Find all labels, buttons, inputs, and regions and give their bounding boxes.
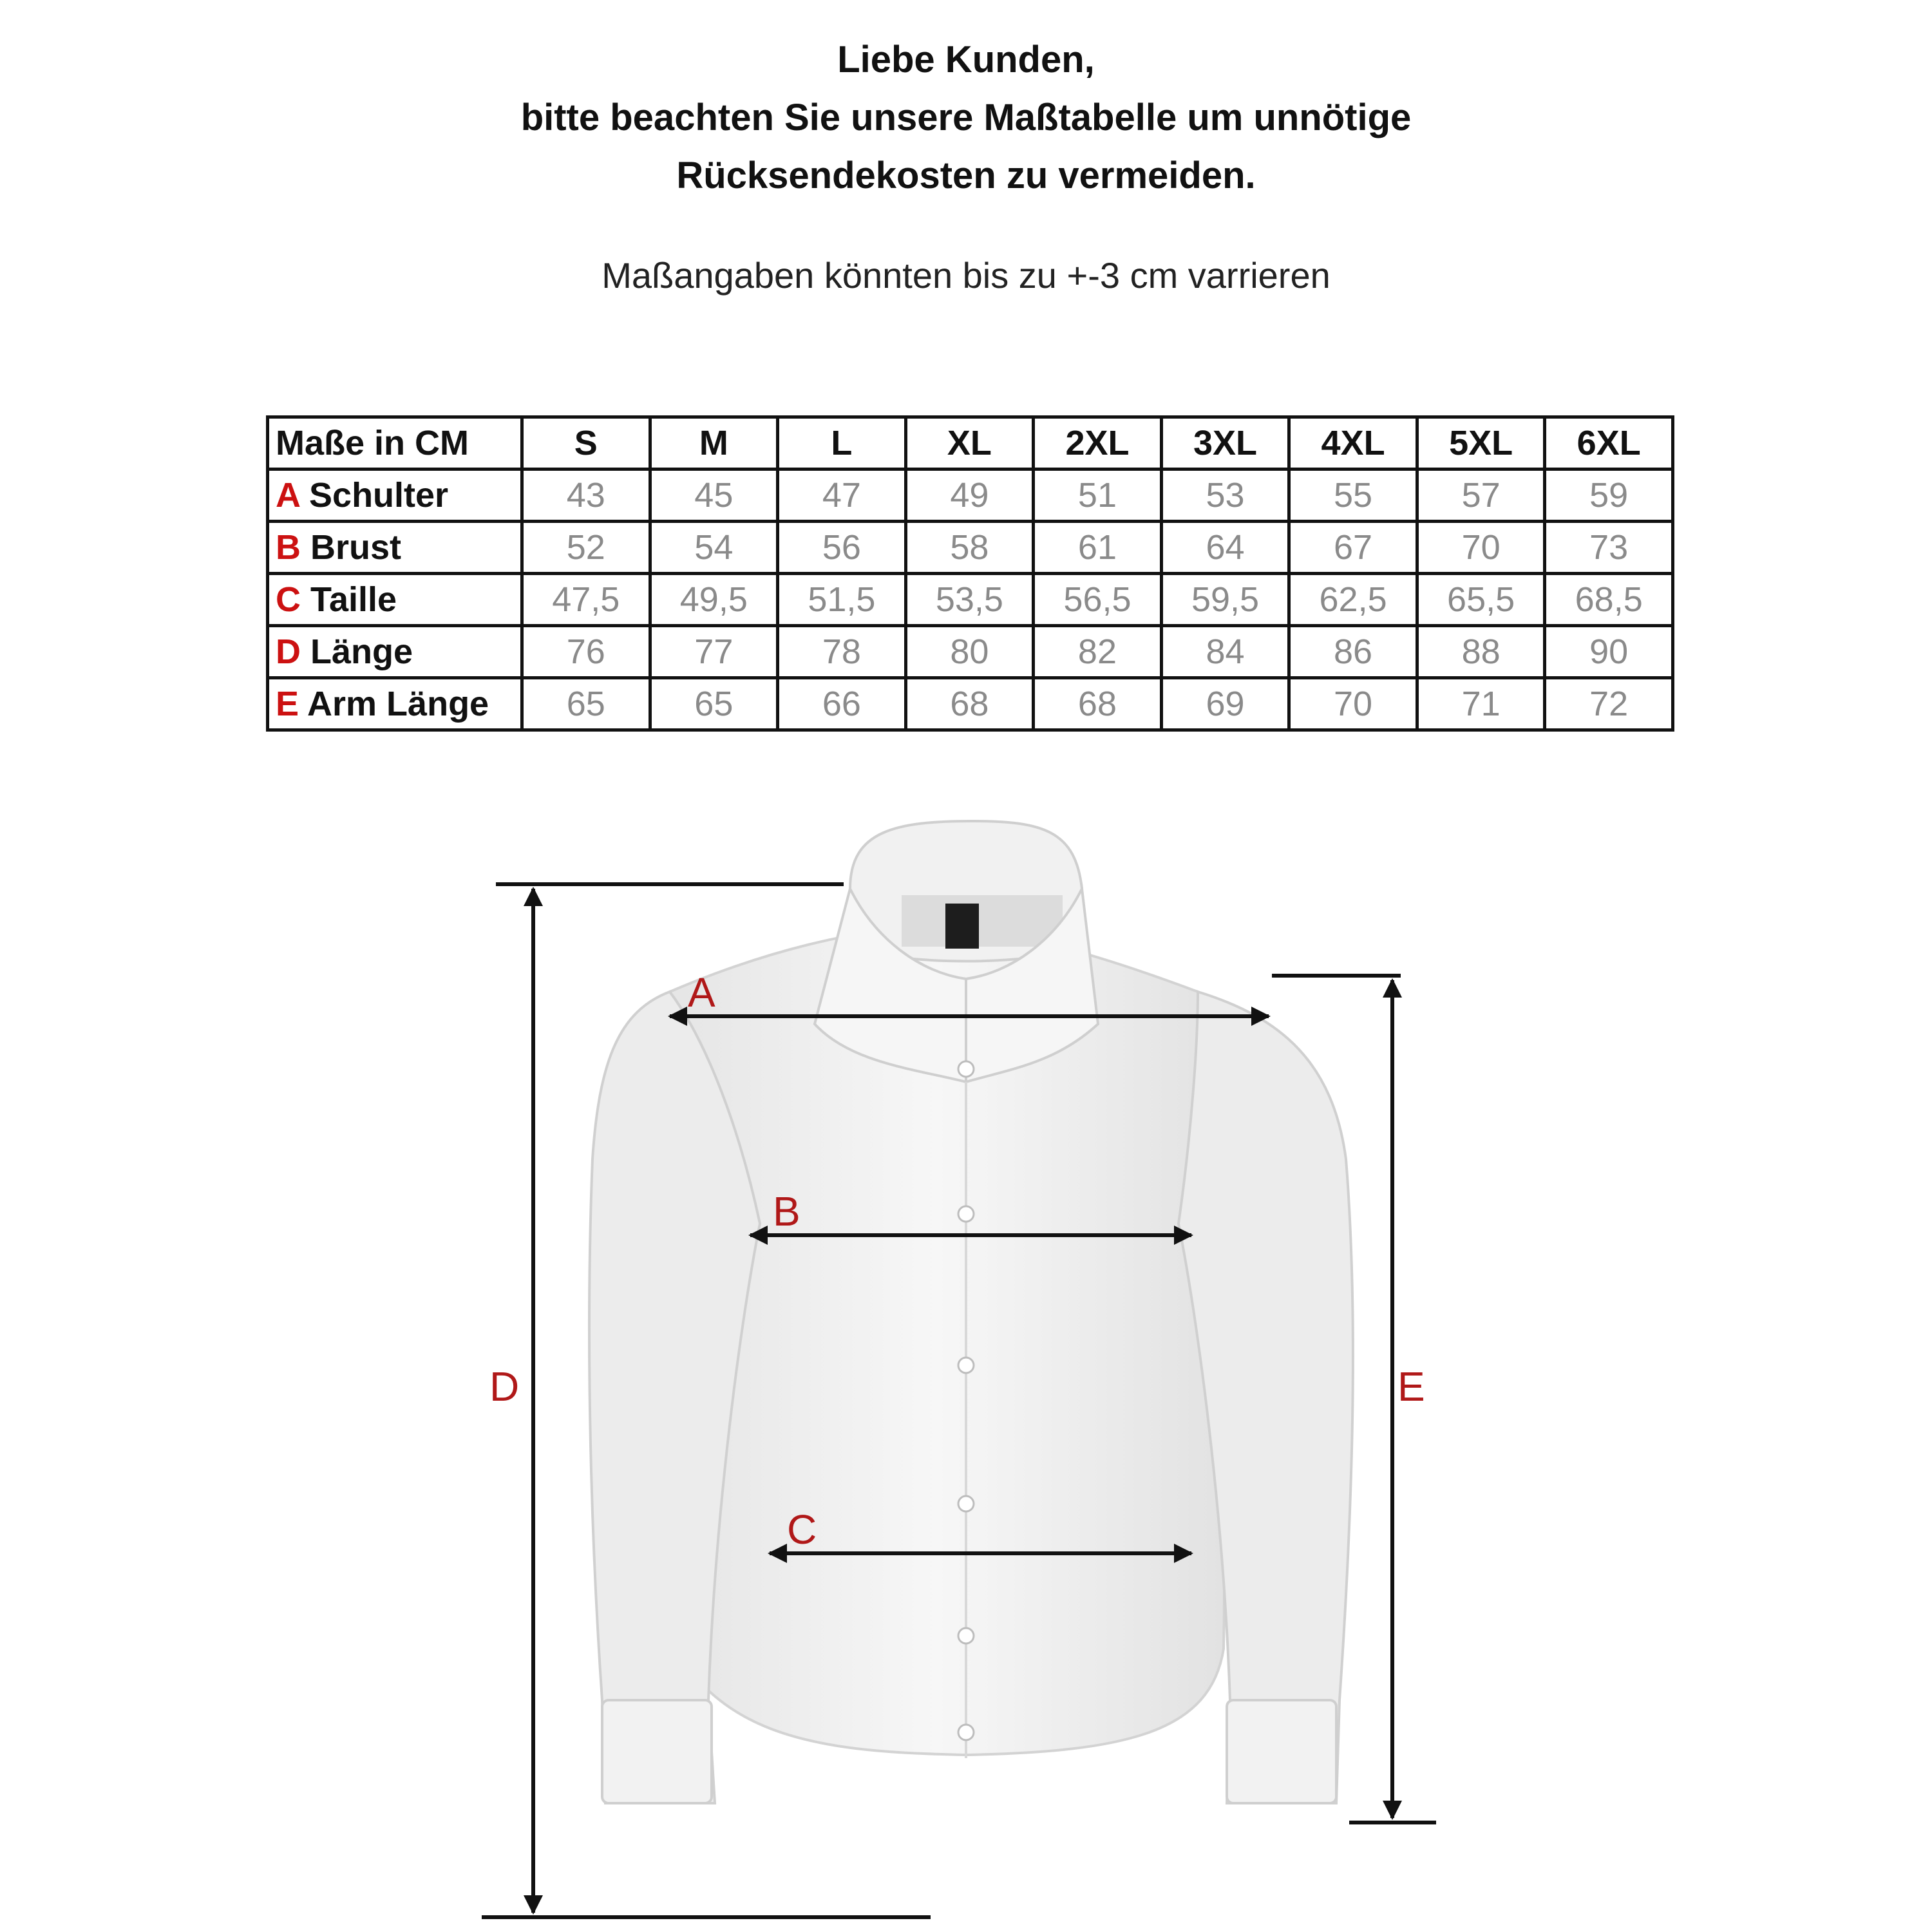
shirt-button xyxy=(958,1725,974,1740)
table-cell: 53 xyxy=(1161,469,1289,522)
table-cell: 90 xyxy=(1545,626,1673,678)
size-header-6xl: 6XL xyxy=(1545,417,1673,469)
table-cell: 68 xyxy=(905,678,1034,730)
shirt-button xyxy=(958,1061,974,1077)
table-cell: 68 xyxy=(1034,678,1162,730)
shirt-button xyxy=(958,1206,974,1222)
table-cell: 65 xyxy=(650,678,778,730)
size-table-corner: Maße in CM xyxy=(268,417,522,469)
shirt-button xyxy=(958,1628,974,1643)
table-cell: 82 xyxy=(1034,626,1162,678)
table-cell: 56 xyxy=(778,522,906,574)
size-header-xl: XL xyxy=(905,417,1034,469)
left-cuff xyxy=(602,1700,712,1803)
shirt-button xyxy=(958,1496,974,1511)
table-cell: 47,5 xyxy=(522,574,650,626)
table-cell: 71 xyxy=(1417,678,1545,730)
shirt-button xyxy=(958,1358,974,1373)
table-cell: 73 xyxy=(1545,522,1673,574)
tolerance-note: Maßangaben könnten bis zu +-3 cm varrieren xyxy=(601,255,1331,296)
table-cell: 69 xyxy=(1161,678,1289,730)
table-cell: 52 xyxy=(522,522,650,574)
table-cell: 88 xyxy=(1417,626,1545,678)
table-cell: 84 xyxy=(1161,626,1289,678)
row-name: Länge xyxy=(310,632,413,671)
table-cell: 49,5 xyxy=(650,574,778,626)
table-cell: 72 xyxy=(1545,678,1673,730)
table-cell: 49 xyxy=(905,469,1034,522)
table-cell: 61 xyxy=(1034,522,1162,574)
table-cell: 59 xyxy=(1545,469,1673,522)
table-cell: 58 xyxy=(905,522,1034,574)
table-cell: 64 xyxy=(1161,522,1289,574)
table-cell: 55 xyxy=(1289,469,1417,522)
table-cell: 62,5 xyxy=(1289,574,1417,626)
size-header-m: M xyxy=(650,417,778,469)
table-cell: 45 xyxy=(650,469,778,522)
table-cell: 65 xyxy=(522,678,650,730)
size-header-3xl: 3XL xyxy=(1161,417,1289,469)
table-cell: 43 xyxy=(522,469,650,522)
measure-label-d: D xyxy=(489,1363,520,1410)
table-cell: 65,5 xyxy=(1417,574,1545,626)
table-cell: 56,5 xyxy=(1034,574,1162,626)
heading-line-1: Liebe Kunden, xyxy=(837,39,1095,80)
table-cell: 76 xyxy=(522,626,650,678)
table-cell: 78 xyxy=(778,626,906,678)
table-cell: 54 xyxy=(650,522,778,574)
measure-label-b: B xyxy=(773,1188,800,1235)
size-header-5xl: 5XL xyxy=(1417,417,1545,469)
neck-label xyxy=(945,904,979,949)
table-cell: 47 xyxy=(778,469,906,522)
measure-label-e: E xyxy=(1397,1363,1425,1410)
size-header-2xl: 2XL xyxy=(1034,417,1162,469)
shirt-illustration xyxy=(589,821,1353,1803)
row-letter: B xyxy=(276,528,301,567)
row-name: Arm Länge xyxy=(307,685,489,723)
table-cell: 77 xyxy=(650,626,778,678)
table-cell: 59,5 xyxy=(1161,574,1289,626)
table-cell: 66 xyxy=(778,678,906,730)
table-cell: 70 xyxy=(1289,678,1417,730)
heading-line-2: bitte beachten Sie unsere Maßtabelle um unnötige xyxy=(520,97,1412,138)
size-header-s: S xyxy=(522,417,650,469)
table-cell: 80 xyxy=(905,626,1034,678)
size-header-l: L xyxy=(778,417,906,469)
measure-label-c: C xyxy=(787,1506,817,1553)
table-cell: 51,5 xyxy=(778,574,906,626)
row-name: Schulter xyxy=(309,476,449,515)
table-cell: 53,5 xyxy=(905,574,1034,626)
size-header-4xl: 4XL xyxy=(1289,417,1417,469)
measure-label-a: A xyxy=(688,969,715,1016)
heading-line-3: Rücksendekosten zu vermeiden. xyxy=(676,155,1256,196)
table-cell: 68,5 xyxy=(1545,574,1673,626)
row-letter: E xyxy=(276,685,299,723)
row-letter: D xyxy=(276,632,301,671)
table-cell: 70 xyxy=(1417,522,1545,574)
row-letter: C xyxy=(276,580,301,619)
table-cell: 67 xyxy=(1289,522,1417,574)
row-letter: A xyxy=(276,476,299,515)
collar-inner-shadow xyxy=(902,895,1063,947)
table-cell: 51 xyxy=(1034,469,1162,522)
row-name: Brust xyxy=(310,528,402,567)
table-cell: 86 xyxy=(1289,626,1417,678)
table-cell: 57 xyxy=(1417,469,1545,522)
right-cuff xyxy=(1227,1700,1336,1803)
row-name: Taille xyxy=(310,580,397,619)
